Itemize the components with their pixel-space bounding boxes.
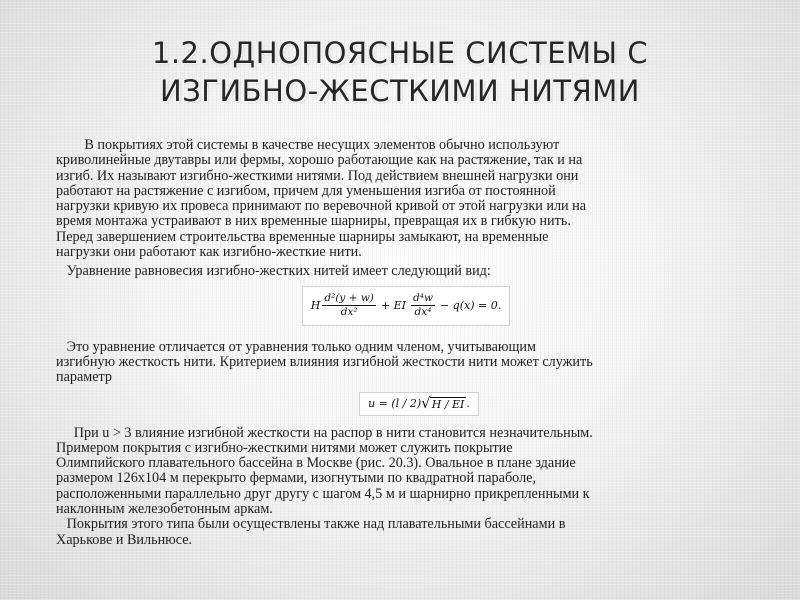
title-line-1: 1.2.ОДНОПОЯСНЫЕ СИСТЕМЫ С [151, 36, 649, 70]
formula-2-row [56, 392, 746, 416]
formula-1-tail: − q(x) = 0. [439, 299, 502, 313]
intro-line: криволинейные двутавры или фермы, хорошо работающие как на растяжение, так и на [56, 152, 583, 169]
fraction-2-denominator: dx⁴ [414, 306, 432, 319]
example-paragraph [56, 426, 746, 548]
intro-line: изгиб. Их называют изгибно-жесткими нитями. Под действием внешней нагрузки они [56, 167, 579, 184]
equilibrium-equation [302, 286, 510, 326]
intro-line: нагрузки кривую их провеса принимают по веревочной кривой от этой нагрузки или на [56, 198, 587, 215]
slide-body [56, 138, 746, 548]
intro-line: время монтажа устраивают в них временные шарниры, превращая их в гибкую нить. [56, 213, 571, 230]
formula-2-end: . [466, 396, 470, 410]
intro-line: В покрытиях этой системы в качестве несущих элементов обычно используют [56, 137, 560, 153]
intro-line: Перед завершением строительства временные шарниры замыкают, на временные [56, 228, 549, 245]
radicand: H / EI [431, 397, 465, 411]
example-line: Примером покрытия с изгибно-жесткими нитями может служить покрытие [56, 439, 513, 456]
intro-paragraph [56, 138, 746, 260]
fraction-1 [322, 292, 376, 319]
formula-1-plus-ei: + EI [380, 299, 407, 313]
example-line: Покрытия этого типа были осуществлены также над плавательными бассейнами в [56, 516, 566, 533]
fraction-2 [411, 292, 435, 319]
intro-line: нагрузки они работают как изгибно-жесткие нити. [56, 244, 362, 261]
parameter-line: параметр [56, 369, 113, 386]
formula-2-lhs: u = (l / 2) [368, 396, 422, 410]
parameter-paragraph [56, 340, 746, 386]
slide-title [100, 34, 700, 110]
example-line: Олимпийского плавательного бассейна в Москве (рис. 20.3). Овальное в плане здание [56, 455, 576, 472]
square-root [421, 393, 466, 412]
fraction-1-denominator: dx² [340, 306, 358, 319]
title-line-2: ИЗГИБНО-ЖЕСТКИМИ НИТЯМИ [160, 74, 640, 108]
equation-intro [56, 264, 746, 279]
parameter-line: Это уравнение отличается от уравнения только одним членом, учитывающим [56, 338, 536, 355]
radical-sign-icon: √ [421, 393, 431, 412]
fraction-1-numerator: d²(y + w) [324, 292, 374, 305]
fraction-2-numerator: d⁴w [413, 292, 433, 305]
example-line: наклонным железобетонным аркам. [56, 501, 273, 518]
example-line: При u > 3 влияние изгибной жесткости на распор в нити становится незначительным. [56, 424, 593, 441]
intro-line: работают на растяжение с изгибом, причем для уменьшения изгиба от постоянной [56, 182, 556, 199]
example-line: размером 126х104 м перекрыто фермами, изогнутыми по квадратной параболе, [56, 470, 536, 487]
parameter-line: изгибную жесткость нити. Критерием влияния изгибной жесткости нити может служить [56, 353, 593, 370]
parameter-formula [359, 392, 479, 416]
formula-1-row [56, 286, 746, 326]
example-line: Харькове и Вильнюсе. [56, 531, 193, 548]
formula-1-h: H [310, 299, 321, 313]
example-line: расположенными параллельно друг другу с шагом 4,5 м и шарнирно прикрепленными к [56, 485, 590, 502]
equation-intro-line: Уравнение равновесия изгибно-жестких нитей имеет следующий вид: [56, 263, 491, 280]
